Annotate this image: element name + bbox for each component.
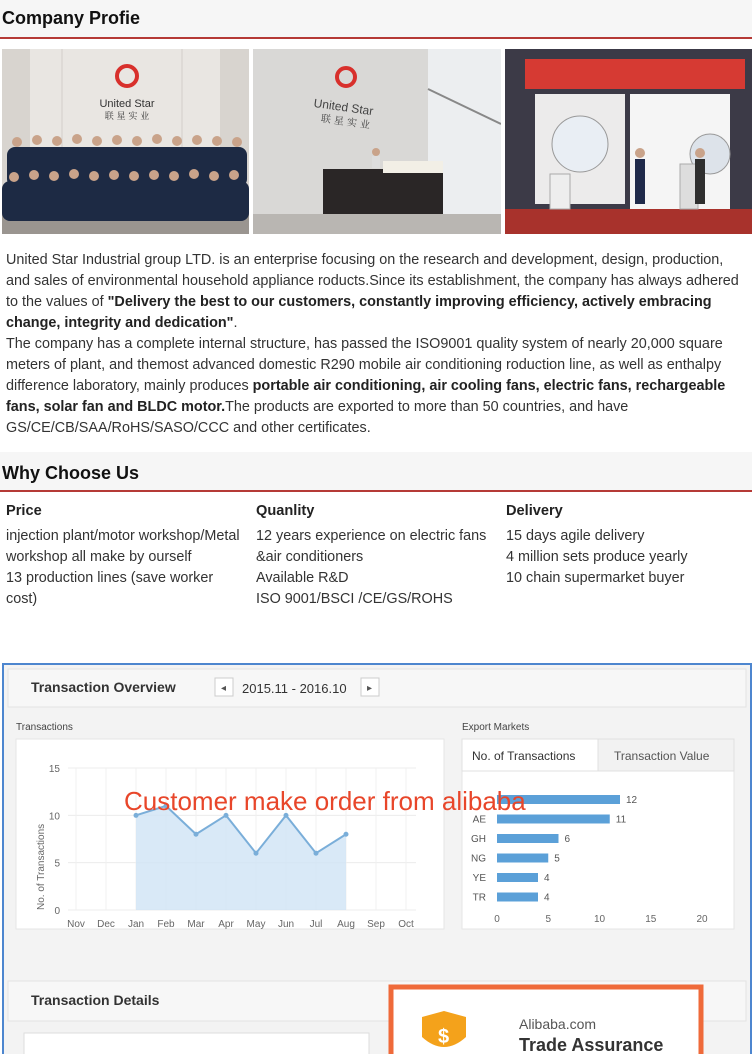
overlay-caption: Customer make order from alibaba: [124, 786, 526, 816]
quality-heading: Quanlity: [256, 503, 315, 519]
bar-value-label: 4: [544, 873, 550, 884]
delivery-line-1: 15 days agile delivery: [506, 528, 645, 544]
x-tick-label: Sep: [367, 919, 385, 930]
x-tick-label: Dec: [97, 919, 115, 930]
company-profile-header: [0, 0, 752, 39]
delivery-column: [506, 501, 746, 589]
bar-category-label: AE: [472, 814, 486, 826]
dollar-icon: $: [438, 1026, 450, 1048]
delivery-line-3: 10 chain supermarket buyer: [506, 570, 685, 586]
about-export-text: The products are exported to more than 50 countries, and have GS/CE/CB/SAA/RoHS/SASO/CCC and other certificates.: [6, 399, 629, 436]
chevron-right-icon: ▸: [367, 683, 373, 694]
data-point: [254, 851, 259, 856]
y-tick-label: 10: [48, 811, 60, 823]
bar: [497, 873, 538, 882]
about-structure-text: The company has a complete internal structure, has passed the ISO9001 quality system of nearly 20,000 square meters of plant, and themost advanced domestic R290 mobile air conditioning roduction line, as well as enthalpy difference laboratory, mainly produces: [6, 336, 723, 394]
bar: [497, 854, 548, 863]
bar-category-label: GH: [471, 834, 486, 845]
x-tick-label: Apr: [218, 919, 234, 930]
reception-photo[interactable]: [253, 49, 501, 234]
x-tick-label: Nov: [67, 919, 85, 930]
price-heading: Price: [6, 503, 42, 519]
bar: [497, 834, 559, 843]
company-photos: [2, 49, 752, 234]
details-title: Transaction Details: [31, 992, 160, 1008]
why-choose-header: [0, 452, 752, 492]
data-point: [314, 851, 319, 856]
tab-transactions-count-label: No. of Transactions: [472, 749, 576, 763]
x-tick-label: Oct: [398, 919, 414, 930]
quality-line-1: 12 years experience on electric fans &air conditioners: [256, 528, 487, 565]
logo-cn-1: 联 星 实 业: [104, 112, 150, 122]
bar-category-label: NG: [471, 853, 486, 865]
delivery-heading: Delivery: [506, 503, 563, 519]
bar-value-label: 5: [554, 853, 560, 865]
bar-value-label: 4: [544, 892, 550, 904]
x-tick-label: 20: [696, 914, 708, 925]
company-profile-title: Company Profie: [2, 8, 141, 28]
period-label: 2015.11 - 2016.10: [242, 681, 347, 696]
logo-text-1: United Star: [99, 98, 155, 110]
delivery-line-2: 4 million sets produce yearly: [506, 549, 688, 565]
bar-value-label: 11: [615, 814, 627, 826]
x-tick-label: Feb: [157, 919, 175, 930]
x-tick-label: May: [246, 919, 266, 930]
transactions-label: Transactions: [16, 722, 73, 733]
why-choose-title: Why Choose Us: [2, 463, 140, 483]
about-values: "Delivery the best to our customers, constantly improving efficiency, actively embracing change, integrity and dedication": [6, 294, 712, 331]
x-tick-label: Jun: [277, 919, 295, 930]
bar-value-label: 12: [626, 795, 638, 806]
bar-category-label: TR: [472, 892, 486, 904]
logo-cn-2: 联 星 实 业: [320, 113, 371, 132]
transaction-screenshot: [2, 663, 752, 1054]
trade-assurance-top: Alibaba.com: [519, 1016, 597, 1032]
x-tick-label: 5: [545, 914, 552, 925]
details-table-stub: [24, 1033, 369, 1054]
price-line-1: injection plant/motor workshop/Metal workshop all make by ourself: [6, 528, 240, 565]
export-markets-label: Export Markets: [462, 722, 530, 733]
y-axis-label: No. of Transactions: [36, 823, 47, 910]
quality-column: [256, 501, 496, 610]
quality-line-3: ISO 9001/BSCI /CE/GS/ROHS: [256, 591, 453, 607]
y-tick-label: 0: [54, 906, 60, 917]
tab-transaction-value-label: Transaction Value: [614, 749, 710, 763]
team-photo[interactable]: [2, 49, 249, 234]
x-tick-label: Mar: [187, 919, 205, 930]
x-tick-label: 10: [593, 914, 606, 925]
y-tick-label: 15: [48, 764, 60, 775]
bar-category-label: YE: [472, 873, 486, 884]
x-tick-label: Aug: [337, 919, 355, 930]
data-point: [344, 832, 349, 837]
about-paragraph-2: [6, 334, 748, 439]
chevron-left-icon: ◂: [221, 683, 227, 694]
bar: [497, 893, 538, 902]
x-tick-label: 15: [645, 914, 657, 925]
trade-assurance-bottom: Trade Assurance: [519, 1035, 664, 1054]
price-line-2: 13 production lines (save worker cost): [6, 570, 214, 607]
x-tick-label: Jul: [309, 919, 323, 930]
data-point: [194, 832, 199, 837]
price-column: [6, 501, 246, 610]
quality-line-2: Available R&D: [256, 570, 349, 586]
about-text: United Star Industrial group LTD. is an enterprise focusing on the research and development, design, production, and sales of environmental household appliance roducts.Since its establishment, the company has always adhered to the values of: [6, 252, 739, 310]
exhibition-photo[interactable]: [505, 49, 752, 234]
x-tick-label: Jan: [127, 919, 145, 930]
logo-text-2: United Star: [312, 95, 375, 119]
about-products: portable air conditioning, air cooling fans, electric fans, rechargeable fans, solar fan and BLDC motor.: [6, 378, 726, 415]
bar-value-label: 6: [564, 834, 571, 845]
about-paragraph-1: [6, 250, 748, 334]
y-tick-label: 5: [54, 858, 60, 870]
overview-title: Transaction Overview: [31, 679, 176, 695]
about-text-end: .: [233, 315, 238, 331]
x-tick-label: 0: [494, 914, 500, 925]
